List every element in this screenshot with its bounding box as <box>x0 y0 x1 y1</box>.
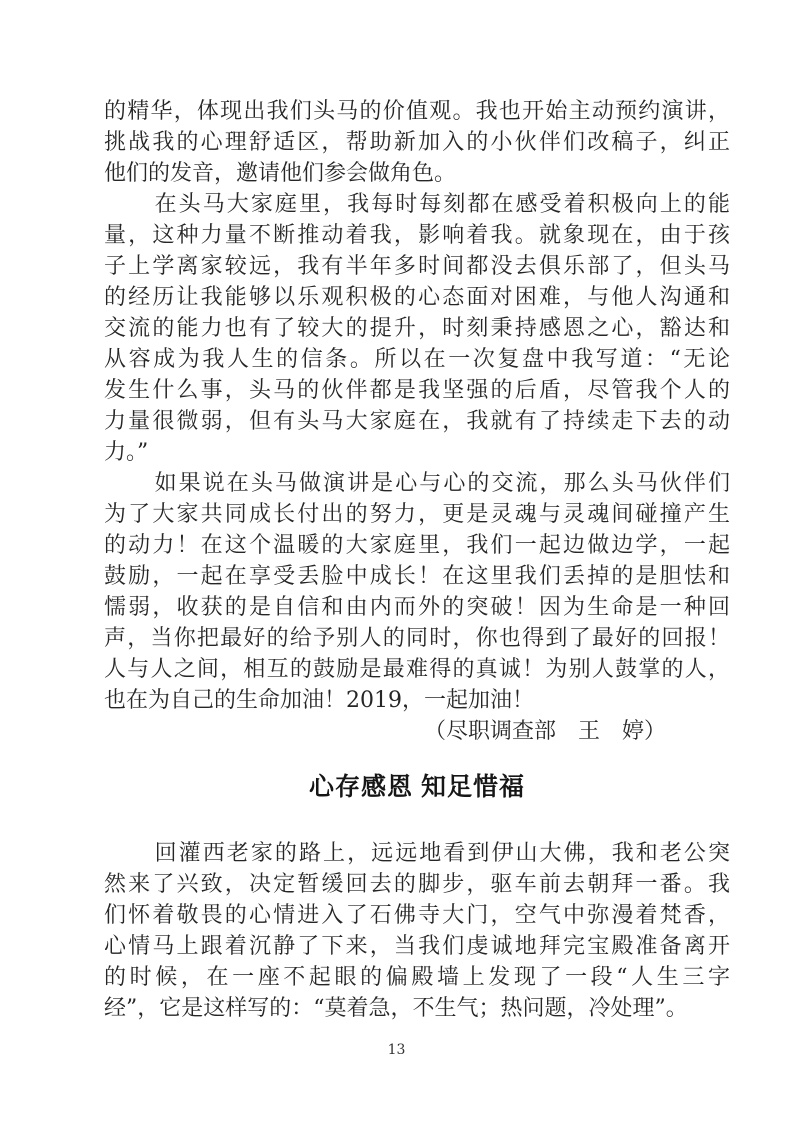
page-content <box>104 96 730 1024</box>
text-line: 然来了兴致，决定暂缓回去的脚步，驱车前去朝拜一番。我 <box>104 872 730 897</box>
article1-paragraph-2 <box>104 189 730 468</box>
text-line: 他们的发音，邀请他们参会做角色。 <box>104 161 457 186</box>
text-line: 发生什么事，头马的伙伴都是我坚强的后盾，尽管我个人的 <box>104 378 730 403</box>
text-line: 懦弱，收获的是自信和由内而外的突破！因为生命是一种回 <box>104 595 730 620</box>
text-line: 声，当你把最好的给予别人的同时，你也得到了最好的回报！ <box>104 626 730 651</box>
article1-author-signature: （尽职调查部 王 婷） <box>423 719 666 744</box>
page-number: 13 <box>387 1042 406 1058</box>
text-line: 的时候，在一座不起眼的偏殿墙上发现了一段“人生三字 <box>104 965 730 990</box>
text-line: 回灌西老家的路上，远远地看到伊山大佛，我和老公突 <box>154 841 730 866</box>
article1-continuation-paragraph <box>104 96 730 189</box>
text-line: 挑战我的心理舒适区，帮助新加入的小伙伴们改稿子，纠正 <box>104 130 730 155</box>
text-line: 力。” <box>104 440 149 465</box>
text-line: 人与人之间，相互的鼓励是最难得的真诚！为别人鼓掌的人， <box>104 657 730 682</box>
text-line: 的动力！在这个温暖的大家庭里，我们一起边做边学，一起 <box>104 533 730 558</box>
text-line: 的精华，体现出我们头马的价值观。我也开始主动预约演讲， <box>104 99 730 124</box>
text-line: 力量很微弱，但有头马大家庭在，我就有了持续走下去的动 <box>104 409 730 434</box>
text-line: 从容成为我人生的信条。所以在一次复盘中我写道：“无论 <box>104 347 730 372</box>
text-line: 为了大家共同成长付出的努力，更是灵魂与灵魂间碰撞产生 <box>104 502 730 527</box>
article1-paragraph-3 <box>104 468 730 716</box>
text-line: 经”，它是这样写的：“莫着急，不生气；热问题，冷处理”。 <box>104 996 688 1021</box>
article2-title: 心存感恩 知足惜福 <box>309 773 525 801</box>
article2-paragraph-1 <box>104 838 730 1024</box>
text-line: 心情马上跟着沉静了下来，当我们虔诚地拜完宝殿准备离开 <box>104 934 730 959</box>
text-line: 量，这种力量不断推动着我，影响着我。就象现在，由于孩 <box>104 223 730 248</box>
text-line: 们怀着敬畏的心情进入了石佛寺大门，空气中弥漫着梵香， <box>104 903 730 928</box>
text-line: 子上学离家较远，我有半年多时间都没去俱乐部了，但头马 <box>104 254 730 279</box>
text-line: 交流的能力也有了较大的提升，时刻秉持感恩之心，豁达和 <box>104 316 730 341</box>
text-line: 的经历让我能够以乐观积极的心态面对困难，与他人沟通和 <box>104 285 730 310</box>
text-line: 在头马大家庭里，我每时每刻都在感受着积极向上的能 <box>154 192 730 217</box>
text-line: 也在为自己的生命加油！2019，一起加油！ <box>104 688 534 713</box>
text-line: 如果说在头马做演讲是心与心的交流，那么头马伙伴们 <box>154 471 730 496</box>
text-line: 鼓励，一起在享受丢脸中成长！在这里我们丢掉的是胆怯和 <box>104 564 730 589</box>
